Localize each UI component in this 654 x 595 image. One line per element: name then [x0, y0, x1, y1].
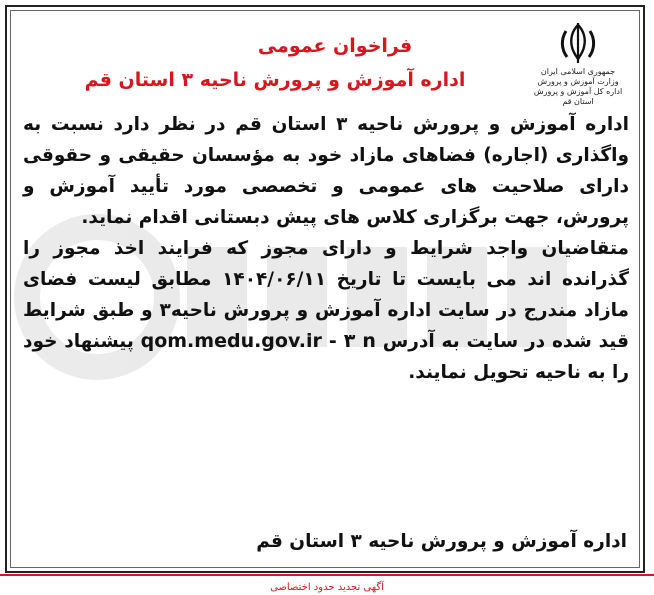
- emblem: [533, 21, 623, 111]
- paragraph-2-part-2: پیشنهاد خود را به ناحیه تحویل نمایند.: [23, 331, 629, 383]
- notice-body: [23, 109, 629, 388]
- emblem-line-1: جمهوری اسلامی ایران: [540, 67, 616, 76]
- iran-emblem-icon: [558, 21, 598, 65]
- bottom-strip: [0, 574, 654, 593]
- emblem-line-2: وزارت آموزش و پرورش: [537, 77, 619, 86]
- signature: اداره آموزش و پرورش ناحیه ۳ استان قم: [256, 531, 627, 552]
- paragraph-1: اداره آموزش و پرورش ناحیه ۳ استان قم در نظر دارد نسبت به واگذاری (اجاره) فضاهای مازاد خود به مؤسسان حقیقی و حقوقی دارای صلاحیت های عمومی و تخصصی مورد تأیید آموزش و پرورش، جهت برگزاری کلاس های پیش دبستانی اقدام نماید.: [23, 114, 629, 228]
- bottom-text: آگهی تجدید حدود اختصاصی: [270, 582, 384, 593]
- emblem-line-3: اداره کل آموزش و پرورش استان قم: [533, 87, 623, 106]
- paragraph-2-part-1: متقاضیان واجد شرایط و دارای مجوز که فرایند اخذ مجوز را گذرانده اند می بایست تا تاریخ ۱۴۰۴/۰۶/۱۱ مطابق لیست فضای مازاد مندرج در سایت اداره آموزش و پرورش ناحیه۳ و طبق شرایط قید شده در سایت به آدرس: [23, 238, 629, 352]
- notice-title: فراخوان عمومی: [257, 35, 413, 57]
- website-address: qom.medu.gov.ir - ۳ n: [140, 330, 376, 352]
- notice-subtitle: اداره آموزش و پرورش ناحیه ۳ استان قم: [84, 69, 466, 91]
- notice-frame: [5, 5, 645, 573]
- paragraph-2: [23, 233, 629, 388]
